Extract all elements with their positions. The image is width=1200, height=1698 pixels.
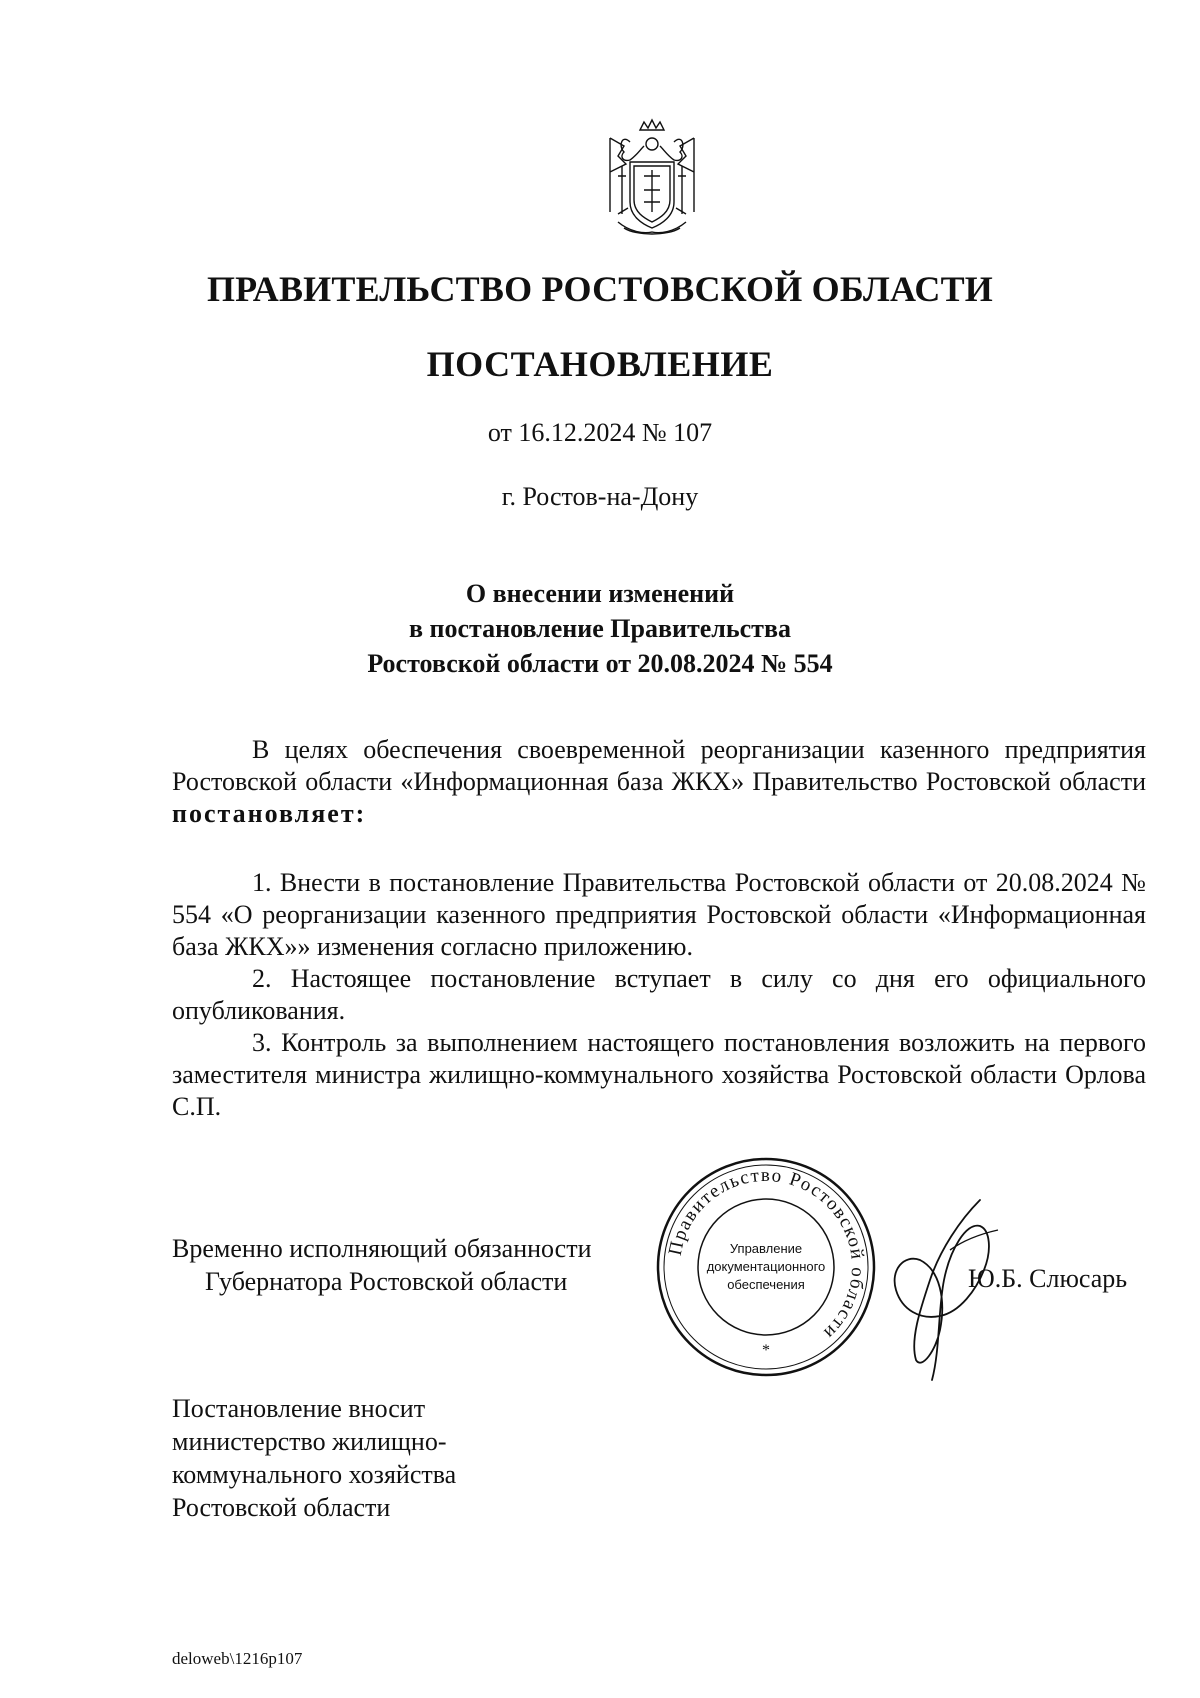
coat-of-arms-emblem (600, 116, 704, 238)
position-line: Губернатора Ростовской области (205, 1267, 568, 1296)
submitted-line: министерство жилищно- (172, 1427, 447, 1456)
official-seal (654, 1155, 878, 1379)
position-line: Временно исполняющий обязанности (172, 1234, 592, 1263)
file-reference: deloweb\1216p107 (172, 1649, 303, 1668)
seal-inner-line: обеспечения (727, 1277, 805, 1292)
seal-star-icon: * (762, 1342, 770, 1359)
subject-line: Ростовской области от 20.08.2024 № 554 (367, 649, 833, 678)
date-and-number: от 16.12.2024 № 107 (487, 418, 713, 447)
subject-line: О внесении изменений (465, 579, 735, 608)
preamble-text: В целях обеспечения своевременной реорганизации казенного предприятия Ростовской области «Информационная база ЖКХ» Правительство Ростовской области (172, 735, 1146, 796)
submitted-line: коммунального хозяйства (172, 1460, 457, 1489)
preamble-keyword: постановляет: (172, 799, 367, 828)
seal-inner-line: Управление (729, 1241, 803, 1256)
signatory-position (172, 1232, 592, 1298)
resolution-item: 2. Настоящее постановление вступает в силу со дня его официального опубликования. (172, 964, 1146, 1025)
resolution-item: 3. Контроль за выполнением настоящего постановления возложить на первого заместителя министра жилищно-коммунального хозяйства Ростовской области Орлова С.П. (172, 1028, 1146, 1121)
city: г. Ростов-на-Дону (501, 482, 699, 511)
document-subject (0, 576, 1200, 681)
resolution-item: 1. Внести в постановление Правительства Ростовской области от 20.08.2024 № 554 «О реорганизации казенного предприятия Ростовской области «Информационная база ЖКХ»» изменения согласно приложению. (172, 868, 1146, 961)
submitted-by-note (172, 1392, 456, 1524)
document-type: ПОСТАНОВЛЕНИЕ (426, 344, 774, 384)
submitted-line: Постановление вносит (172, 1394, 426, 1423)
signatory-name: Ю.Б. Слюсарь (968, 1264, 1128, 1293)
subject-line: в постановление Правительства (408, 614, 791, 643)
organization-title: ПРАВИТЕЛЬСТВО РОСТОВСКОЙ ОБЛАСТИ (206, 269, 994, 309)
submitted-line: Ростовской области (172, 1493, 391, 1522)
resolution-items (172, 867, 1146, 1123)
seal-inner-line: документационного (706, 1259, 826, 1274)
preamble (172, 734, 1146, 830)
seal-outer-text: Правительство Ростовской области (664, 1164, 869, 1345)
